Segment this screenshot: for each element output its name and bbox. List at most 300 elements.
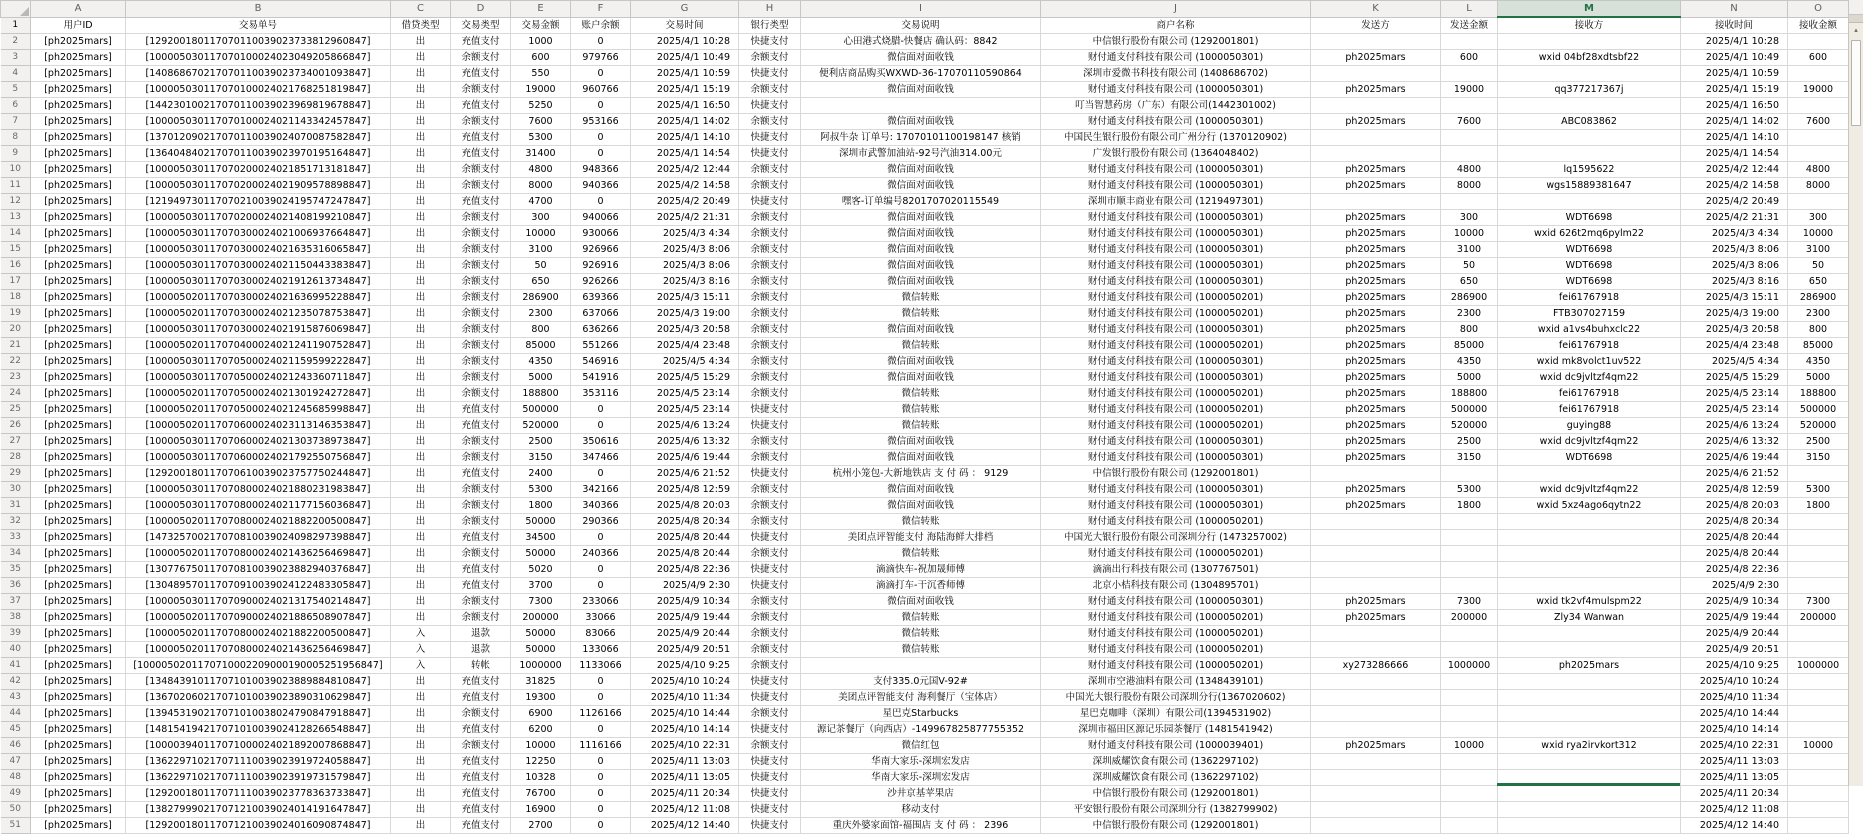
cell-N30[interactable]: 2025/4/8 12:59 — [1681, 482, 1788, 498]
cell-B18[interactable]: [100005020117070300024021636995228847] — [126, 290, 391, 306]
cell-H51[interactable]: 快捷支付 — [739, 818, 801, 834]
row-header-4[interactable]: 4 — [1, 66, 31, 82]
cell-C6[interactable]: 出 — [391, 98, 451, 114]
cell-I8[interactable]: 阿叔牛杂 订单号: 17070101100198147 核销 — [801, 130, 1041, 146]
cell-O19[interactable]: 2300 — [1788, 306, 1849, 322]
cell-H19[interactable]: 余额支付 — [739, 306, 801, 322]
cell-C46[interactable]: 出 — [391, 738, 451, 754]
cell-G46[interactable]: 2025/4/10 22:31 — [631, 738, 739, 754]
cell-A25[interactable]: [ph2025mars] — [31, 402, 126, 418]
cell-L49[interactable] — [1441, 786, 1498, 802]
cell-G37[interactable]: 2025/4/9 10:34 — [631, 594, 739, 610]
cell-I41[interactable] — [801, 658, 1041, 674]
cell-M19[interactable]: FTB307027159 — [1498, 306, 1681, 322]
cell-E3[interactable]: 600 — [511, 50, 571, 66]
cell-H14[interactable]: 余额支付 — [739, 226, 801, 242]
cell-D12[interactable]: 充值支付 — [451, 194, 511, 210]
cell-D31[interactable]: 余额支付 — [451, 498, 511, 514]
row-header-18[interactable]: 18 — [1, 290, 31, 306]
cell-J5[interactable]: 财付通支付科技有限公司 (1000050301) — [1041, 82, 1311, 98]
cell-I7[interactable]: 微信面对面收钱 — [801, 114, 1041, 130]
cell-G28[interactable]: 2025/4/6 19:44 — [631, 450, 739, 466]
cell-H23[interactable]: 余额支付 — [739, 370, 801, 386]
cell-D37[interactable]: 余额支付 — [451, 594, 511, 610]
cell-A7[interactable]: [ph2025mars] — [31, 114, 126, 130]
cell-J36[interactable]: 北京小桔科技有限公司 (1304895701) — [1041, 578, 1311, 594]
cell-C14[interactable]: 出 — [391, 226, 451, 242]
cell-A44[interactable]: [ph2025mars] — [31, 706, 126, 722]
cell-L4[interactable] — [1441, 66, 1498, 82]
cell-E45[interactable]: 6200 — [511, 722, 571, 738]
cell-D41[interactable]: 转帐 — [451, 658, 511, 674]
column-header-C[interactable]: C — [391, 1, 451, 18]
cell-C35[interactable]: 出 — [391, 562, 451, 578]
row-header-3[interactable]: 3 — [1, 50, 31, 66]
cell-F50[interactable]: 0 — [571, 802, 631, 818]
cell-M21[interactable]: fei61767918 — [1498, 338, 1681, 354]
cell-O34[interactable] — [1788, 546, 1849, 562]
row-header-17[interactable]: 17 — [1, 274, 31, 290]
cell-D6[interactable]: 充值支付 — [451, 98, 511, 114]
cell-E32[interactable]: 50000 — [511, 514, 571, 530]
cell-D51[interactable]: 充值支付 — [451, 818, 511, 834]
cell-C49[interactable]: 出 — [391, 786, 451, 802]
cell-G35[interactable]: 2025/4/8 22:36 — [631, 562, 739, 578]
row-header-28[interactable]: 28 — [1, 450, 31, 466]
cell-N4[interactable]: 2025/4/1 10:59 — [1681, 66, 1788, 82]
cell-M6[interactable] — [1498, 98, 1681, 114]
cell-L43[interactable] — [1441, 690, 1498, 706]
cell-G6[interactable]: 2025/4/1 16:50 — [631, 98, 739, 114]
cell-I13[interactable]: 微信面对面收钱 — [801, 210, 1041, 226]
cell-H26[interactable]: 快捷支付 — [739, 418, 801, 434]
cell-C45[interactable]: 出 — [391, 722, 451, 738]
cell-I6[interactable] — [801, 98, 1041, 114]
cell-M17[interactable]: WDT6698 — [1498, 274, 1681, 290]
cell-G5[interactable]: 2025/4/1 15:19 — [631, 82, 739, 98]
cell-I18[interactable]: 微信转账 — [801, 290, 1041, 306]
cell-K46[interactable]: ph2025mars — [1311, 738, 1441, 754]
cell-D34[interactable]: 余额支付 — [451, 546, 511, 562]
cell-F37[interactable]: 233066 — [571, 594, 631, 610]
cell-O44[interactable] — [1788, 706, 1849, 722]
cell-I14[interactable]: 微信面对面收钱 — [801, 226, 1041, 242]
cell-K50[interactable] — [1311, 802, 1441, 818]
cell-E19[interactable]: 2300 — [511, 306, 571, 322]
cell-A4[interactable]: [ph2025mars] — [31, 66, 126, 82]
cell-B50[interactable]: [138279990217071210039024014191647847] — [126, 802, 391, 818]
column-header-D[interactable]: D — [451, 1, 511, 18]
cell-L38[interactable]: 200000 — [1441, 610, 1498, 626]
cell-B30[interactable]: [100005030117070800024021880231983847] — [126, 482, 391, 498]
row-header-26[interactable]: 26 — [1, 418, 31, 434]
cell-N32[interactable]: 2025/4/8 20:34 — [1681, 514, 1788, 530]
cell-I28[interactable]: 微信面对面收钱 — [801, 450, 1041, 466]
cell-N8[interactable]: 2025/4/1 14:10 — [1681, 130, 1788, 146]
cell-G41[interactable]: 2025/4/10 9:25 — [631, 658, 739, 674]
cell-H31[interactable]: 余额支付 — [739, 498, 801, 514]
cell-A45[interactable]: [ph2025mars] — [31, 722, 126, 738]
cell-B29[interactable]: [129200180117070610039023757750244847] — [126, 466, 391, 482]
cell-K4[interactable] — [1311, 66, 1441, 82]
cell-H44[interactable]: 余额支付 — [739, 706, 801, 722]
cell-I20[interactable]: 微信面对面收钱 — [801, 322, 1041, 338]
cell-D47[interactable]: 充值支付 — [451, 754, 511, 770]
cell-O46[interactable]: 10000 — [1788, 738, 1849, 754]
cell-K33[interactable] — [1311, 530, 1441, 546]
cell-E31[interactable]: 1800 — [511, 498, 571, 514]
cell-F25[interactable]: 0 — [571, 402, 631, 418]
cell-O23[interactable]: 5000 — [1788, 370, 1849, 386]
cell-M40[interactable] — [1498, 642, 1681, 658]
row-header-9[interactable]: 9 — [1, 146, 31, 162]
cell-F23[interactable]: 541916 — [571, 370, 631, 386]
cell-E18[interactable]: 286900 — [511, 290, 571, 306]
cell-B32[interactable]: [100005020117070800024021882200500847] — [126, 514, 391, 530]
cell-H5[interactable]: 余额支付 — [739, 82, 801, 98]
cell-L25[interactable]: 500000 — [1441, 402, 1498, 418]
cell-C36[interactable]: 出 — [391, 578, 451, 594]
cell-G17[interactable]: 2025/4/3 8:16 — [631, 274, 739, 290]
cell-E1[interactable]: 交易金额 — [511, 17, 571, 34]
cell-I4[interactable]: 便利店商品购买WXWD-36-17070110590864 — [801, 66, 1041, 82]
cell-E25[interactable]: 500000 — [511, 402, 571, 418]
row-header-16[interactable]: 16 — [1, 258, 31, 274]
cell-H22[interactable]: 余额支付 — [739, 354, 801, 370]
cell-O2[interactable] — [1788, 34, 1849, 50]
cell-B42[interactable]: [134843910117071010039023889884810847] — [126, 674, 391, 690]
cell-H3[interactable]: 余额支付 — [739, 50, 801, 66]
cell-L14[interactable]: 10000 — [1441, 226, 1498, 242]
row-header-34[interactable]: 34 — [1, 546, 31, 562]
row-header-19[interactable]: 19 — [1, 306, 31, 322]
cell-A24[interactable]: [ph2025mars] — [31, 386, 126, 402]
cell-F32[interactable]: 290366 — [571, 514, 631, 530]
cell-C40[interactable]: 入 — [391, 642, 451, 658]
row-header-32[interactable]: 32 — [1, 514, 31, 530]
cell-C16[interactable]: 出 — [391, 258, 451, 274]
cell-O15[interactable]: 3100 — [1788, 242, 1849, 258]
cell-K45[interactable] — [1311, 722, 1441, 738]
cell-I1[interactable]: 交易说明 — [801, 17, 1041, 34]
cell-G48[interactable]: 2025/4/11 13:05 — [631, 770, 739, 786]
cell-D46[interactable]: 余额支付 — [451, 738, 511, 754]
cell-J23[interactable]: 财付通支付科技有限公司 (1000050301) — [1041, 370, 1311, 386]
cell-A14[interactable]: [ph2025mars] — [31, 226, 126, 242]
cell-I48[interactable]: 华南大家乐-深圳宏发店 — [801, 770, 1041, 786]
cell-H43[interactable]: 快捷支付 — [739, 690, 801, 706]
cell-L47[interactable] — [1441, 754, 1498, 770]
cell-H38[interactable]: 余额支付 — [739, 610, 801, 626]
cell-C17[interactable]: 出 — [391, 274, 451, 290]
cell-F31[interactable]: 340366 — [571, 498, 631, 514]
cell-F17[interactable]: 926266 — [571, 274, 631, 290]
cell-D29[interactable]: 充值支付 — [451, 466, 511, 482]
cell-E40[interactable]: 50000 — [511, 642, 571, 658]
cell-J28[interactable]: 财付通支付科技有限公司 (1000050301) — [1041, 450, 1311, 466]
cell-B28[interactable]: [100005030117070600024021792550756847] — [126, 450, 391, 466]
cell-K10[interactable]: ph2025mars — [1311, 162, 1441, 178]
cell-J17[interactable]: 财付通支付科技有限公司 (1000050301) — [1041, 274, 1311, 290]
cell-L12[interactable] — [1441, 194, 1498, 210]
cell-C9[interactable]: 出 — [391, 146, 451, 162]
cell-F38[interactable]: 33066 — [571, 610, 631, 626]
cell-K16[interactable]: ph2025mars — [1311, 258, 1441, 274]
cell-L27[interactable]: 2500 — [1441, 434, 1498, 450]
row-header-21[interactable]: 21 — [1, 338, 31, 354]
cell-J16[interactable]: 财付通支付科技有限公司 (1000050301) — [1041, 258, 1311, 274]
cell-E36[interactable]: 3700 — [511, 578, 571, 594]
cell-I22[interactable]: 微信面对面收钱 — [801, 354, 1041, 370]
cell-N29[interactable]: 2025/4/6 21:52 — [1681, 466, 1788, 482]
cell-I2[interactable]: 心田港式烧腊-快餐店 确认码：8842 — [801, 34, 1041, 50]
cell-M29[interactable] — [1498, 466, 1681, 482]
cell-I34[interactable]: 微信转账 — [801, 546, 1041, 562]
cell-F9[interactable]: 0 — [571, 146, 631, 162]
cell-C38[interactable]: 出 — [391, 610, 451, 626]
cell-B12[interactable]: [121949730117070210039024195747247847] — [126, 194, 391, 210]
cell-D20[interactable]: 余额支付 — [451, 322, 511, 338]
cell-L35[interactable] — [1441, 562, 1498, 578]
cell-D32[interactable]: 余额支付 — [451, 514, 511, 530]
cell-L28[interactable]: 3150 — [1441, 450, 1498, 466]
cell-F5[interactable]: 960766 — [571, 82, 631, 98]
cell-D5[interactable]: 余额支付 — [451, 82, 511, 98]
row-header-7[interactable]: 7 — [1, 114, 31, 130]
cell-C33[interactable]: 出 — [391, 530, 451, 546]
cell-K6[interactable] — [1311, 98, 1441, 114]
cell-L39[interactable] — [1441, 626, 1498, 642]
row-header-15[interactable]: 15 — [1, 242, 31, 258]
cell-I16[interactable]: 微信面对面收钱 — [801, 258, 1041, 274]
cell-D18[interactable]: 余额支付 — [451, 290, 511, 306]
cell-K40[interactable] — [1311, 642, 1441, 658]
cell-F11[interactable]: 940366 — [571, 178, 631, 194]
cell-A35[interactable]: [ph2025mars] — [31, 562, 126, 578]
cell-B20[interactable]: [100005030117070300024021915876069847] — [126, 322, 391, 338]
cell-H47[interactable]: 快捷支付 — [739, 754, 801, 770]
cell-A40[interactable]: [ph2025mars] — [31, 642, 126, 658]
cell-O17[interactable]: 650 — [1788, 274, 1849, 290]
cell-H7[interactable]: 余额支付 — [739, 114, 801, 130]
row-header-45[interactable]: 45 — [1, 722, 31, 738]
cell-J20[interactable]: 财付通支付科技有限公司 (1000050301) — [1041, 322, 1311, 338]
cell-B36[interactable]: [130489570117070910039024122483305847] — [126, 578, 391, 594]
cell-M24[interactable]: fei61767918 — [1498, 386, 1681, 402]
cell-I45[interactable]: 源记茶餐厅（向西店）-149967825877755352 — [801, 722, 1041, 738]
cell-A12[interactable]: [ph2025mars] — [31, 194, 126, 210]
cell-N44[interactable]: 2025/4/10 14:44 — [1681, 706, 1788, 722]
cell-N40[interactable]: 2025/4/9 20:51 — [1681, 642, 1788, 658]
row-header-8[interactable]: 8 — [1, 130, 31, 146]
cell-F34[interactable]: 240366 — [571, 546, 631, 562]
cell-N46[interactable]: 2025/4/10 22:31 — [1681, 738, 1788, 754]
cell-B39[interactable]: [100005020117070800024021882200500847] — [126, 626, 391, 642]
cell-F43[interactable]: 0 — [571, 690, 631, 706]
cell-J26[interactable]: 财付通支付科技有限公司 (1000050201) — [1041, 418, 1311, 434]
cell-E30[interactable]: 5300 — [511, 482, 571, 498]
cell-C12[interactable]: 出 — [391, 194, 451, 210]
cell-L17[interactable]: 650 — [1441, 274, 1498, 290]
cell-F39[interactable]: 83066 — [571, 626, 631, 642]
cell-A16[interactable]: [ph2025mars] — [31, 258, 126, 274]
cell-H21[interactable]: 余额支付 — [739, 338, 801, 354]
cell-J40[interactable]: 财付通支付科技有限公司 (1000050201) — [1041, 642, 1311, 658]
cell-C30[interactable]: 出 — [391, 482, 451, 498]
cell-K28[interactable]: ph2025mars — [1311, 450, 1441, 466]
cell-B40[interactable]: [100005020117070800024021436256469847] — [126, 642, 391, 658]
cell-D44[interactable]: 余额支付 — [451, 706, 511, 722]
cell-K11[interactable]: ph2025mars — [1311, 178, 1441, 194]
cell-A22[interactable]: [ph2025mars] — [31, 354, 126, 370]
cell-I40[interactable]: 微信转账 — [801, 642, 1041, 658]
cell-F27[interactable]: 350616 — [571, 434, 631, 450]
cell-G3[interactable]: 2025/4/1 10:49 — [631, 50, 739, 66]
cell-N45[interactable]: 2025/4/10 14:14 — [1681, 722, 1788, 738]
cell-L41[interactable]: 1000000 — [1441, 658, 1498, 674]
cell-L18[interactable]: 286900 — [1441, 290, 1498, 306]
cell-G44[interactable]: 2025/4/10 14:44 — [631, 706, 739, 722]
cell-A23[interactable]: [ph2025mars] — [31, 370, 126, 386]
cell-C18[interactable]: 出 — [391, 290, 451, 306]
cell-A3[interactable]: [ph2025mars] — [31, 50, 126, 66]
cell-I3[interactable]: 微信面对面收钱 — [801, 50, 1041, 66]
cell-O39[interactable] — [1788, 626, 1849, 642]
cell-M30[interactable]: wxid dc9jvltzf4qm22 — [1498, 482, 1681, 498]
cell-G43[interactable]: 2025/4/10 11:34 — [631, 690, 739, 706]
cell-M1[interactable]: 接收方 — [1498, 17, 1681, 34]
cell-F26[interactable]: 0 — [571, 418, 631, 434]
cell-O14[interactable]: 10000 — [1788, 226, 1849, 242]
cell-A48[interactable]: [ph2025mars] — [31, 770, 126, 786]
cell-N14[interactable]: 2025/4/3 4:34 — [1681, 226, 1788, 242]
cell-A27[interactable]: [ph2025mars] — [31, 434, 126, 450]
cell-N41[interactable]: 2025/4/10 9:25 — [1681, 658, 1788, 674]
row-header-22[interactable]: 22 — [1, 354, 31, 370]
cell-L37[interactable]: 7300 — [1441, 594, 1498, 610]
cell-G18[interactable]: 2025/4/3 15:11 — [631, 290, 739, 306]
cell-N47[interactable]: 2025/4/11 13:03 — [1681, 754, 1788, 770]
cell-C25[interactable]: 出 — [391, 402, 451, 418]
cell-F42[interactable]: 0 — [571, 674, 631, 690]
cell-F18[interactable]: 639366 — [571, 290, 631, 306]
cell-F8[interactable]: 0 — [571, 130, 631, 146]
cell-M20[interactable]: wxid a1vs4buhxclc22 — [1498, 322, 1681, 338]
column-header-B[interactable]: B — [126, 1, 391, 18]
cell-O10[interactable]: 4800 — [1788, 162, 1849, 178]
cell-A29[interactable]: [ph2025mars] — [31, 466, 126, 482]
cell-J30[interactable]: 财付通支付科技有限公司 (1000050301) — [1041, 482, 1311, 498]
cell-G12[interactable]: 2025/4/2 20:49 — [631, 194, 739, 210]
cell-I35[interactable]: 滴滴快车-祝加晟师傅 — [801, 562, 1041, 578]
cell-A39[interactable]: [ph2025mars] — [31, 626, 126, 642]
cell-N1[interactable]: 接收时间 — [1681, 17, 1788, 34]
cell-N42[interactable]: 2025/4/10 10:24 — [1681, 674, 1788, 690]
cell-H36[interactable]: 快捷支付 — [739, 578, 801, 594]
cell-M2[interactable] — [1498, 34, 1681, 50]
cell-N10[interactable]: 2025/4/2 12:44 — [1681, 162, 1788, 178]
column-header-E[interactable]: E — [511, 1, 571, 18]
cell-I33[interactable]: 美团点评智能支付 海陆海鲜大排档 — [801, 530, 1041, 546]
cell-A28[interactable]: [ph2025mars] — [31, 450, 126, 466]
cell-F15[interactable]: 926966 — [571, 242, 631, 258]
cell-B41[interactable]: [1000050201170710002209000190005251956847] — [126, 658, 391, 674]
cell-B44[interactable]: [139453190217071010038024790847918847] — [126, 706, 391, 722]
cell-O32[interactable] — [1788, 514, 1849, 530]
cell-K21[interactable]: ph2025mars — [1311, 338, 1441, 354]
cell-G16[interactable]: 2025/4/3 8:06 — [631, 258, 739, 274]
cell-C22[interactable]: 出 — [391, 354, 451, 370]
cell-K20[interactable]: ph2025mars — [1311, 322, 1441, 338]
cell-O49[interactable] — [1788, 786, 1849, 802]
cell-M44[interactable] — [1498, 706, 1681, 722]
cell-L7[interactable]: 7600 — [1441, 114, 1498, 130]
cell-G45[interactable]: 2025/4/10 14:14 — [631, 722, 739, 738]
row-header-35[interactable]: 35 — [1, 562, 31, 578]
cell-N39[interactable]: 2025/4/9 20:44 — [1681, 626, 1788, 642]
cell-D7[interactable]: 余额支付 — [451, 114, 511, 130]
cell-N33[interactable]: 2025/4/8 20:44 — [1681, 530, 1788, 546]
cell-E43[interactable]: 19300 — [511, 690, 571, 706]
cell-D43[interactable]: 充值支付 — [451, 690, 511, 706]
cell-K19[interactable]: ph2025mars — [1311, 306, 1441, 322]
cell-M46[interactable]: wxid rya2irvkort312 — [1498, 738, 1681, 754]
cell-G34[interactable]: 2025/4/8 20:44 — [631, 546, 739, 562]
cell-O6[interactable] — [1788, 98, 1849, 114]
cell-B31[interactable]: [100005030117070800024021177156036847] — [126, 498, 391, 514]
cell-E4[interactable]: 550 — [511, 66, 571, 82]
cell-H16[interactable]: 余额支付 — [739, 258, 801, 274]
cell-N43[interactable]: 2025/4/10 11:34 — [1681, 690, 1788, 706]
cell-K3[interactable]: ph2025mars — [1311, 50, 1441, 66]
cell-A21[interactable]: [ph2025mars] — [31, 338, 126, 354]
cell-E5[interactable]: 19000 — [511, 82, 571, 98]
cell-I15[interactable]: 微信面对面收钱 — [801, 242, 1041, 258]
cell-J15[interactable]: 财付通支付科技有限公司 (1000050301) — [1041, 242, 1311, 258]
cell-L2[interactable] — [1441, 34, 1498, 50]
cell-G47[interactable]: 2025/4/11 13:03 — [631, 754, 739, 770]
cell-J27[interactable]: 财付通支付科技有限公司 (1000050301) — [1041, 434, 1311, 450]
row-header-2[interactable]: 2 — [1, 34, 31, 50]
cell-K44[interactable] — [1311, 706, 1441, 722]
cell-I47[interactable]: 华南大家乐-深圳宏发店 — [801, 754, 1041, 770]
cell-E29[interactable]: 2400 — [511, 466, 571, 482]
cell-K51[interactable] — [1311, 818, 1441, 834]
cell-N51[interactable]: 2025/4/12 14:40 — [1681, 818, 1788, 834]
cell-N22[interactable]: 2025/4/5 4:34 — [1681, 354, 1788, 370]
cell-D17[interactable]: 余额支付 — [451, 274, 511, 290]
cell-K35[interactable] — [1311, 562, 1441, 578]
cell-J11[interactable]: 财付通支付科技有限公司 (1000050301) — [1041, 178, 1311, 194]
cell-I49[interactable]: 沙井京基苹果店 — [801, 786, 1041, 802]
cell-I42[interactable]: 支付335.0元国V-92# — [801, 674, 1041, 690]
cell-O37[interactable]: 7300 — [1788, 594, 1849, 610]
cell-F10[interactable]: 948366 — [571, 162, 631, 178]
cell-F3[interactable]: 979766 — [571, 50, 631, 66]
cell-C19[interactable]: 出 — [391, 306, 451, 322]
cell-E7[interactable]: 7600 — [511, 114, 571, 130]
cell-M32[interactable] — [1498, 514, 1681, 530]
cell-D49[interactable]: 充值支付 — [451, 786, 511, 802]
cell-L8[interactable] — [1441, 130, 1498, 146]
cell-K36[interactable] — [1311, 578, 1441, 594]
column-header-G[interactable]: G — [631, 1, 739, 18]
cell-C32[interactable]: 出 — [391, 514, 451, 530]
cell-B27[interactable]: [100005030117070600024021303738973847] — [126, 434, 391, 450]
cell-F33[interactable]: 0 — [571, 530, 631, 546]
cell-N37[interactable]: 2025/4/9 10:34 — [1681, 594, 1788, 610]
cell-J18[interactable]: 财付通支付科技有限公司 (1000050201) — [1041, 290, 1311, 306]
